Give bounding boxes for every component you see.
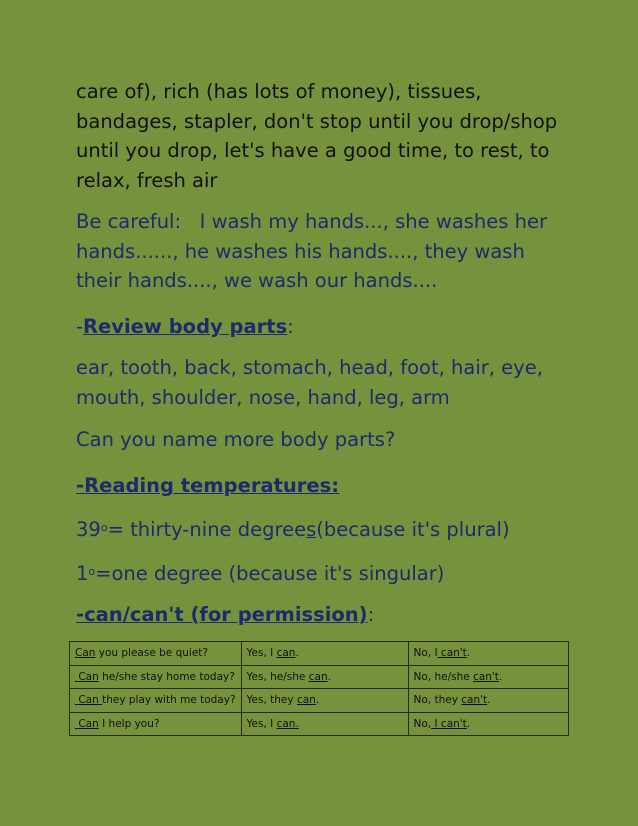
cell-text: I help you? [98,717,160,730]
degree-symbol: o [100,521,108,534]
be-careful-label: Be careful: [76,210,182,233]
permission-table-body [70,642,569,736]
no-answer-cell [408,665,568,689]
permission-colon: : [367,603,375,626]
be-careful-text: I wash my hands..., she washes her hands......, he washes his hands...., they wash their hands...., we wash our hands.... [76,210,548,292]
no-answer-cell [408,712,568,736]
cell-text: Can [75,670,99,683]
cell-text: Can [75,717,99,730]
no-answer-cell [408,642,568,666]
question-cell [70,665,242,689]
cell-text: No, [413,717,432,730]
cell-text: can [308,670,328,683]
cell-text: No, I [413,647,438,660]
cell-text: can [296,694,316,707]
permission-table [69,641,569,736]
cell-text: can [276,647,296,660]
temperatures-heading: -Reading temperatures: [76,474,340,497]
cell-text: No, he/she [413,670,474,683]
cell-text: can't [461,694,488,707]
cell-text: Yes, they [246,694,297,707]
temp1-note: (because it's plural) [316,518,510,541]
question-cell [70,689,242,713]
degree-symbol: o [88,565,96,578]
cell-text: . [466,647,471,660]
permission-heading: -can/can't (for permission) [76,603,368,626]
be-careful-paragraph [76,207,576,296]
cell-text: . [327,670,331,683]
cell-text: they play with me today? [102,694,236,707]
cell-text: Can [75,647,96,660]
body-parts-list: ear, tooth, back, stomach, head, foot, hair, eye, mouth, shoulder, nose, hand, leg, arm [76,356,543,409]
cell-text: No, they [413,694,462,707]
table-row [70,665,569,689]
table-row [70,689,569,713]
yes-answer-cell [241,712,408,736]
cell-text: I can't [431,717,467,730]
question-cell [70,712,242,736]
no-answer-cell [408,689,568,713]
cell-text: can. [276,717,299,730]
question-cell [70,642,242,666]
cell-text: . [315,694,320,707]
table-row [70,642,569,666]
cell-text: you please be quiet? [95,647,208,660]
permission-heading-line [76,600,374,630]
temperature-line-plural [76,513,510,545]
yes-answer-cell [241,642,408,666]
cell-text: can't [437,647,467,660]
review-colon: : [287,315,294,338]
cell-text: . [487,694,491,707]
temperature-line-singular [76,557,444,589]
cell-text: Yes, I [246,647,277,660]
cell-text: can't [473,670,499,683]
cell-text: . [295,647,299,660]
cell-text: . [498,670,503,683]
yes-answer-cell [241,689,408,713]
temp1-plural-s: s [306,518,317,541]
temp2-note: (because it's singular) [228,562,445,585]
review-dash: - [76,315,84,338]
temp1-main: = thirty-nine degree [107,518,307,541]
cell-text: . [466,717,471,730]
review-heading: Review body parts [83,315,288,338]
cell-text: he/she stay home today? [98,670,235,683]
review-heading-line [76,312,294,342]
yes-answer-cell [241,665,408,689]
cell-text: Yes, I [246,717,277,730]
table-row [70,712,569,736]
cell-text: Can [75,694,103,707]
temp1-number: 39 [76,518,101,541]
vocabulary-paragraph: care of), rich (has lots of money), tissues, bandages, stapler, don't stop until you drop/shop until you drop, let's have a good time, to rest, to relax, fresh air [76,80,558,192]
temp2-number: 1 [76,562,89,585]
body-parts-question: Can you name more body parts? [76,428,396,451]
cell-text: Yes, he/she [246,670,309,683]
temp2-main: =one degree [95,562,229,585]
